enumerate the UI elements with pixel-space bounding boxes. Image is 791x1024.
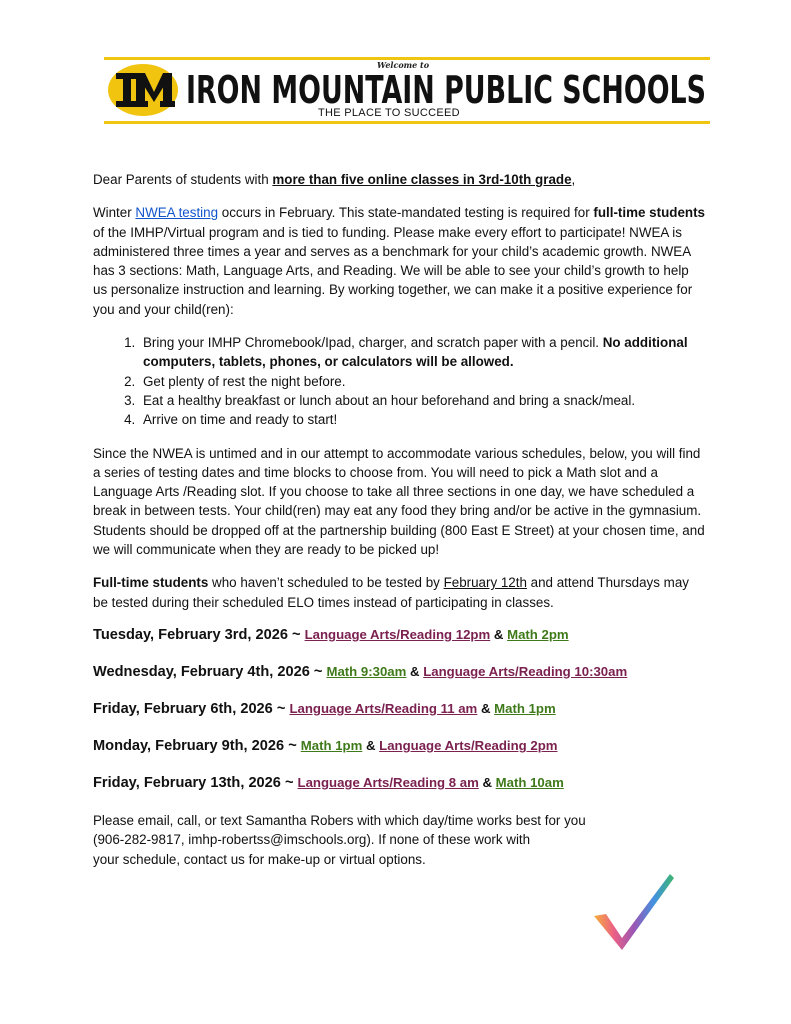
preparation-list [93,333,705,429]
list-item: 3. Eat a healthy breakfast or lunch about an hour beforehand and bring a snack/meal. [139,391,705,410]
slot-link[interactable]: Math 1pm [300,737,363,753]
svg-text:IRON MOUNTAIN PUBLIC SCHOOLS: IRON MOUNTAIN PUBLIC SCHOOLS [186,68,706,112]
welcome-text: Welcome to [377,60,430,70]
school-tagline: THE PLACE TO SUCCEED [318,107,460,119]
checkmark-icon [592,851,683,954]
slot-link[interactable]: Language Arts/Reading 10:30am [423,663,628,679]
school-logo-icon [106,62,180,118]
slot-link[interactable]: Math 2pm [507,626,569,642]
greeting: Dear Parents of students with more than five online classes in 3rd-10th grade, [93,172,576,187]
header-bottom-rule [104,121,710,124]
nwea-testing-link[interactable]: NWEA testing [135,205,219,221]
slot-link[interactable]: Math 10am [495,774,564,790]
slot-link[interactable]: Math 9:30am [326,663,407,679]
school-name [186,68,706,112]
contact-paragraph: Please email, call, or text Samantha Robers with which day/time works best for you (906-282-9817, imhp-robertss@imschools.org). If none of these work with your schedule, contact us for make-up or virtual options. [93,812,586,867]
intro-paragraph: Winter NWEA testing occurs in February. This state-mandated testing is required for full-time students of the IMHP/Virtual program and is tied to funding. Please make every effort to participate! NWEA is administered three times a year and serves as a benchmark for your child’s academic growth. NWEA has 3 sections: Math, Language Arts, and Reading. We will be able to see your child’s growth to help us personalize instruction and learning. By working together, we can make it a positive experience for you and your child(ren): [93,205,705,317]
list-item: 1. Bring your IMHP Chromebook/Ipad, charger, and scratch paper with a pencil. No additional computers, tablets, phones, or calculators will be allowed. [139,333,705,372]
slot-link[interactable]: Language Arts/Reading 11 am [289,700,478,716]
devices-warning: No additional computers, tablets, phones, or calculators will be allowed. [143,335,688,370]
deadline-date: February 12th [443,575,527,591]
header-banner [104,56,710,124]
schedule-row: Monday, February 9th, 2026 ~ Math 1pm & Language Arts/Reading 2pm [93,737,558,754]
list-item: 2. Get plenty of rest the night before. [139,372,705,391]
svg-text:GOOD LUCK POSITIVE THINK: GOOD LUCK POSITIVE THINK [622,851,683,922]
schedule-row: Tuesday, February 3rd, 2026 ~ Language Arts/Reading 12pm & Math 2pm [93,626,569,643]
letter-body [93,170,705,869]
slot-link[interactable]: Language Arts/Reading 8 am [297,774,479,790]
fulltime-paragraph: Full-time students who haven’t scheduled to be tested by February 12th and attend Thursdays may be tested during their scheduled ELO times instead of participating in classes. [93,575,689,610]
greeting-emphasis: more than five online classes in 3rd-10th grade [272,172,572,187]
fulltime-emphasis: full-time students [593,205,705,221]
list-item: 4. Arrive on time and ready to start! [139,410,705,429]
schedule-paragraph: Since the NWEA is untimed and in our attempt to accommodate various schedules, below, you will find a series of testing dates and time blocks to choose from. You will need to pick a Math slot and a Language Arts /Reading slot. If you choose to take all three sections in one day, we have scheduled a break in between tests. Your child(ren) may eat any food they bring and/or be active in the gymnasium. Students should be dropped off at the partnership building (800 East E Street) at your chosen time, and we will communicate when they are ready to be picked up! [93,445,705,558]
schedule-row: Wednesday, February 4th, 2026 ~ Math 9:30am & Language Arts/Reading 10:30am [93,663,628,680]
slot-link[interactable]: Language Arts/Reading 2pm [379,737,558,753]
slot-link[interactable]: Math 1pm [494,700,556,716]
slot-link[interactable]: Language Arts/Reading 12pm [304,626,491,642]
schedule-row: Friday, February 6th, 2026 ~ Language Arts/Reading 11 am & Math 1pm [93,700,556,717]
schedule-row: Friday, February 13th, 2026 ~ Language Arts/Reading 8 am & Math 10am [93,774,564,791]
